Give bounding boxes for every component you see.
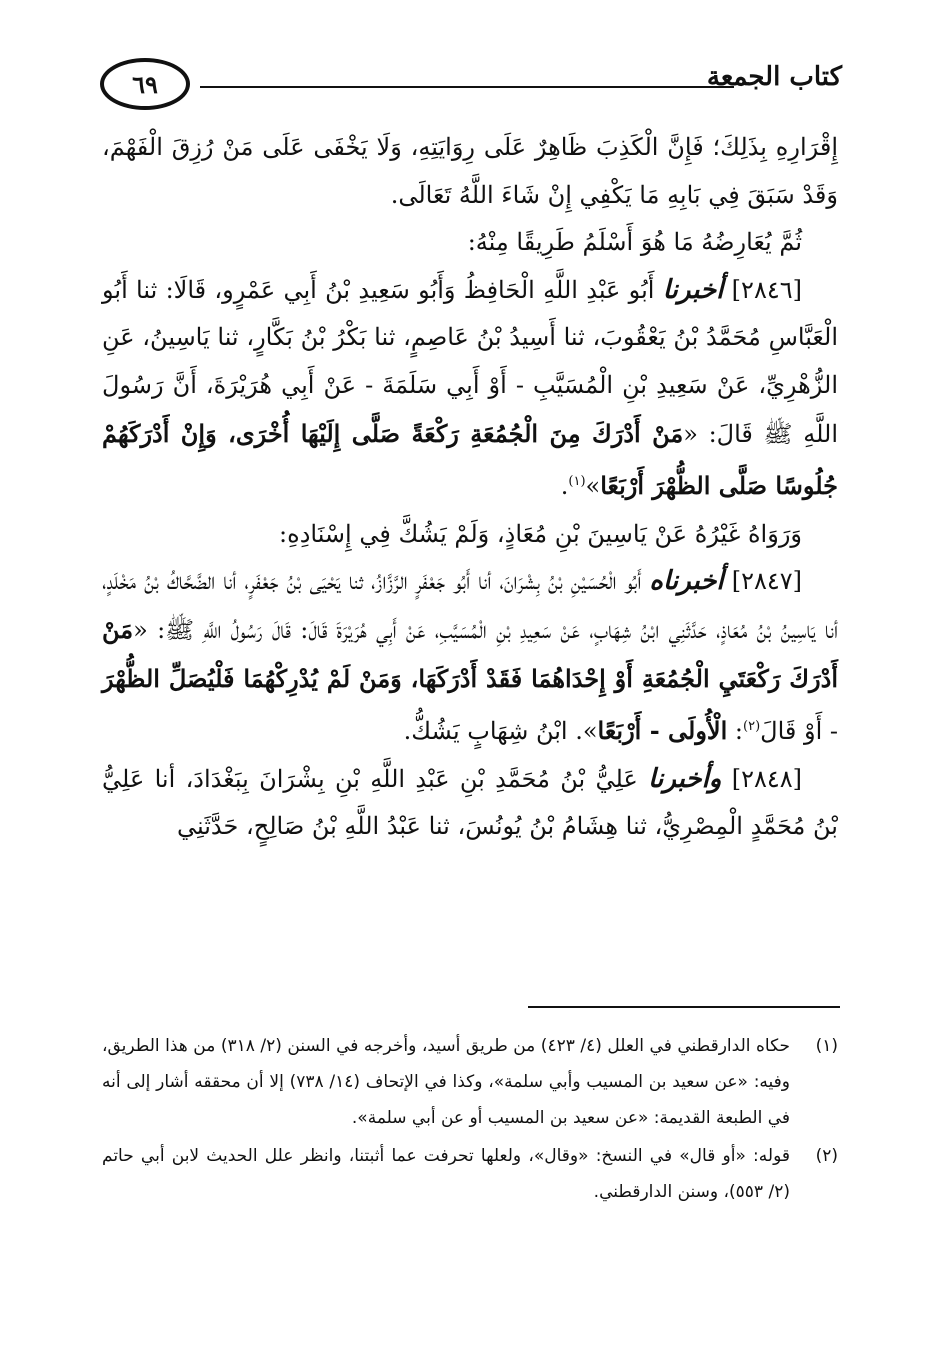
header-rule	[200, 86, 734, 88]
footnote-text: قوله: «أو قال» في النسخ: «وقال»، ولعلها تحرفت عما أثبتنا، وانظر علل الحديث لابن أبي حاتم (٢/ ٥٥٣)، وسنن الدارقطني.	[102, 1146, 790, 1202]
footnote-number: (٢)	[815, 1146, 838, 1166]
footnote-ref[interactable]: (١)	[568, 474, 586, 490]
paragraph-variant: وَرَوَاهُ غَيْرُهُ عَنْ يَاسِينَ بْنِ مُعَاذٍ، وَلَمْ يَشُكَّ فِي إِسْنَادِهِ:	[279, 519, 802, 548]
transmission-cue: أخبرناه	[649, 566, 724, 597]
narrator-doubt: - أَوْ قَالَ	[760, 717, 838, 746]
hadith-number: [٢٨٤٨]	[731, 764, 802, 793]
sentence-end: .	[560, 472, 569, 501]
footnote-2	[102, 1138, 838, 1210]
footnotes	[102, 1028, 838, 1212]
hadith-number: [٢٨٤٦]	[731, 275, 802, 304]
hadith-2848	[102, 756, 838, 851]
paragraph-transition: ثُمَّ يُعَارِضُهُ مَا هُوَ أَسْلَمُ طَرِيقًا مِنْهُ:	[467, 228, 802, 257]
sentence-end: ». ابْنُ شِهَابٍ يَشُكُّ.	[403, 717, 598, 746]
page-number-badge	[100, 58, 190, 110]
running-header	[100, 58, 842, 120]
quote-close: »	[585, 472, 601, 501]
footnote-separator	[528, 1006, 840, 1008]
hadith-matn-alt: الْأُولَى - أَرْبَعًا	[597, 716, 728, 746]
hadith-isnad: عَلِيُّ بْنُ مُحَمَّدِ بْنِ عَبْدِ اللَّهِ بْنِ بِشْرَانَ بِبَغْدَادَ، أنا عَلِيُّ بْنُ مُحَمَّدٍ الْمِصْرِيُّ، ثنا هِشَامُ بْنُ يُونُسَ، ثنا عَبْدُ اللَّهِ بْنُ صَالِحٍ، حَدَّثَنِي	[102, 764, 838, 841]
book-title: كتاب الجمعة	[706, 62, 842, 92]
colon: :	[727, 717, 743, 746]
footnote-1	[102, 1028, 838, 1136]
hadith-2846	[102, 267, 838, 511]
main-text	[102, 124, 838, 851]
footnote-ref[interactable]: (٢)	[743, 719, 761, 735]
footnote-text: حكاه الدارقطني في العلل (٤/ ٤٢٣) من طريق أسيد، وأخرجه في السنن (٢/ ٣١٨) من هذا الطريق، وفيه: «عن سعيد بن المسيب وأبي سلمة»، وكذا في الإتحاف (١٤/ ٧٣٨) إلا أن محققه أشار إلى أنه في الطبعة القديمة: «عن سعيد بن المسيب أو عن أبي سلمة».	[102, 1036, 791, 1128]
hadith-matn: مَنْ أَدْرَكَ رَكْعَتَيِ الْجُمُعَةِ أَوْ إِحْدَاهُمَا فَقَدْ أَدْرَكَهَا، وَمَنْ لَمْ يُدْرِكْهُمَا فَلْيُصَلِّ الظُّهْرَ	[102, 614, 838, 693]
paragraph-intro: إِقْرَارِهِ بِذَلِكَ؛ فَإِنَّ الْكَذِبَ ظَاهِرٌ عَلَى رِوَايَتِهِ، وَلَا يَخْفَى عَلَى مَنْ رُزِقَ الْفَهْمَ، وَقَدْ سَبَقَ فِي بَابِهِ مَا يَكْفِي إِنْ شَاءَ اللَّهُ تَعَالَى.	[102, 133, 838, 209]
hadith-isnad: أَبُو عَبْدِ اللَّهِ الْحَافِظُ وَأَبُو سَعِيدِ بْنُ أَبِي عَمْرٍو، قَالَا: ثنا أَبُو الْعَبَّاسِ مُحَمَّدُ بْنُ يَعْقُوبَ، ثنا أَسِيدُ بْنُ عَاصِمٍ، ثنا بَكْرُ بْنُ بَكَّارٍ، ثنا يَاسِينُ، عَنِ الزُّهْرِيِّ، عَنْ سَعِيدِ بْنِ الْمُسَيَّبِ - أَوْ أَبِي سَلَمَةَ - عَنْ أَبِي هُرَيْرَةَ، أَنَّ رَسُولَ اللَّهِ ﷺ قَالَ: «	[102, 275, 838, 448]
page-number: ٦٩	[132, 69, 158, 99]
transmission-cue: وأخبرنا	[648, 763, 722, 794]
footnote-number: (١)	[815, 1036, 838, 1056]
hadith-isnad: أَبُو الْحُسَيْنِ بْنُ بِشْرَانَ، أنا أَبُو جَعْفَرٍ الرَّزَّازُ، ثنا يَحْيَى بْنُ جَعْفَرٍ، أنا الضَّحَّاكُ بْنُ مَخْلَدٍ، أنا يَاسِينُ بْنُ مُعَاذٍ، حَدَّثَنِي ابْنُ شِهَابٍ، عَنْ سَعِيدِ بْنِ الْمُسَيَّبِ، عَنْ أَبِي هُرَيْرَةَ قَالَ: قَالَ رَسُولُ اللَّهِ ﷺ: «	[102, 567, 838, 644]
hadith-matn: مَنْ أَدْرَكَ مِنَ الْجُمُعَةِ رَكْعَةً صَلَّى إِلَيْهَا أُخْرَى، وَإِنْ أَدْرَكَهُمْ جُلُوسًا صَلَّى الظُّهْرَ أَرْبَعًا	[102, 418, 838, 501]
hadith-number: [٢٨٤٧]	[731, 567, 803, 596]
transmission-cue: أخبرنا	[662, 274, 724, 305]
hadith-2847	[102, 558, 838, 755]
